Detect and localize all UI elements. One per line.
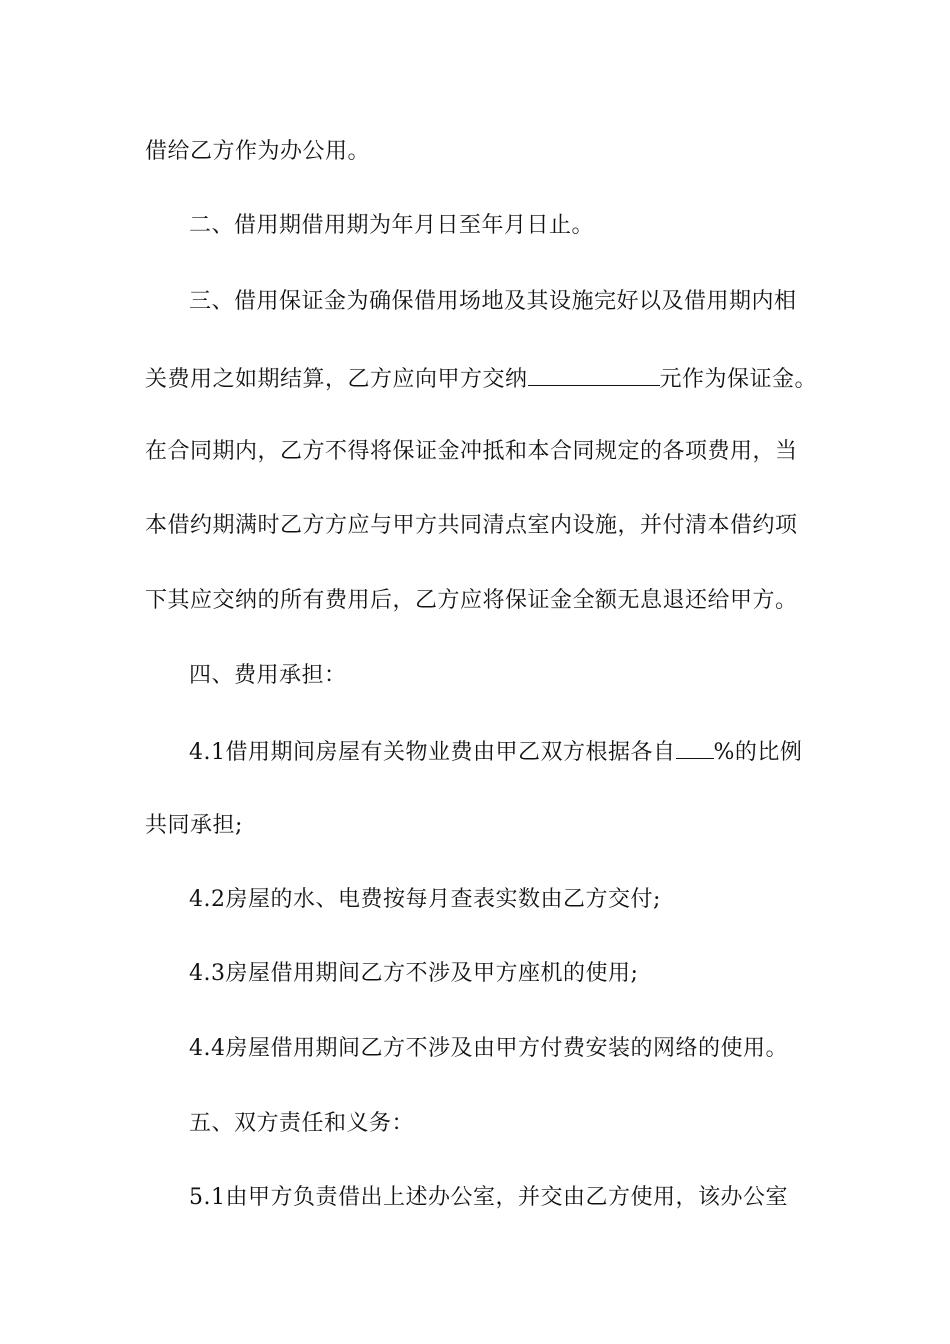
text-line: [145, 363, 825, 395]
line-text: 元作为保证金。: [659, 367, 818, 392]
line-text: %的比例: [713, 740, 803, 765]
line-text: 4.3房屋借用期间乙方不涉及甲方座机的使用;: [189, 961, 639, 986]
percentage-blank: [676, 736, 714, 759]
line-text: 本借约期满时乙方方应与甲方共同清点室内设施，并付清本借约项: [145, 513, 798, 538]
text-line: [145, 586, 825, 616]
line-text: 4.4房屋借用期间乙方不涉及由甲方付费安装的网络的使用。: [189, 1036, 788, 1061]
line-text: 五、双方责任和义务：: [189, 1111, 415, 1136]
section-2-heading: [189, 211, 869, 241]
clause-4-3: [189, 959, 869, 989]
line-text: 二、借用期借用期为年月日至年月日止。: [189, 213, 595, 238]
text-line: [145, 511, 825, 541]
section-5-heading: [189, 1109, 869, 1139]
clause-4-2: [189, 885, 869, 915]
line-text: 4.1借用期间房屋有关物业费由甲乙双方根据各自: [189, 740, 676, 765]
clause-4-1: [189, 736, 869, 768]
line-text: 关费用之如期结算，乙方应向甲方交纳: [145, 367, 528, 392]
section-3-heading: [189, 287, 869, 317]
line-text: 四、费用承担：: [189, 663, 347, 688]
line-text: 共同承担;: [145, 813, 243, 838]
text-line: [145, 137, 825, 167]
line-text: 三、借用保证金为确保借用场地及其设施完好以及借用期内相: [189, 289, 797, 314]
line-text: 4.2房屋的水、电费按每月查表实数由乙方交付;: [189, 887, 661, 912]
line-text: 在合同期内，乙方不得将保证金冲抵和本合同规定的各项费用，当: [145, 439, 798, 464]
text-line: [145, 811, 825, 841]
line-text: 下其应交纳的所有费用后，乙方应将保证金全额无息退还给甲方。: [145, 588, 798, 613]
section-4-heading: [189, 661, 869, 691]
line-text: 借给乙方作为办公用。: [145, 139, 371, 164]
deposit-amount-blank: [528, 363, 660, 386]
clause-5-1: [189, 1183, 869, 1213]
line-text: 5.1由甲方负责借出上述办公室，并交由乙方使用，该办公室: [189, 1185, 788, 1210]
clause-4-4: [189, 1034, 869, 1064]
text-line: [145, 437, 825, 467]
